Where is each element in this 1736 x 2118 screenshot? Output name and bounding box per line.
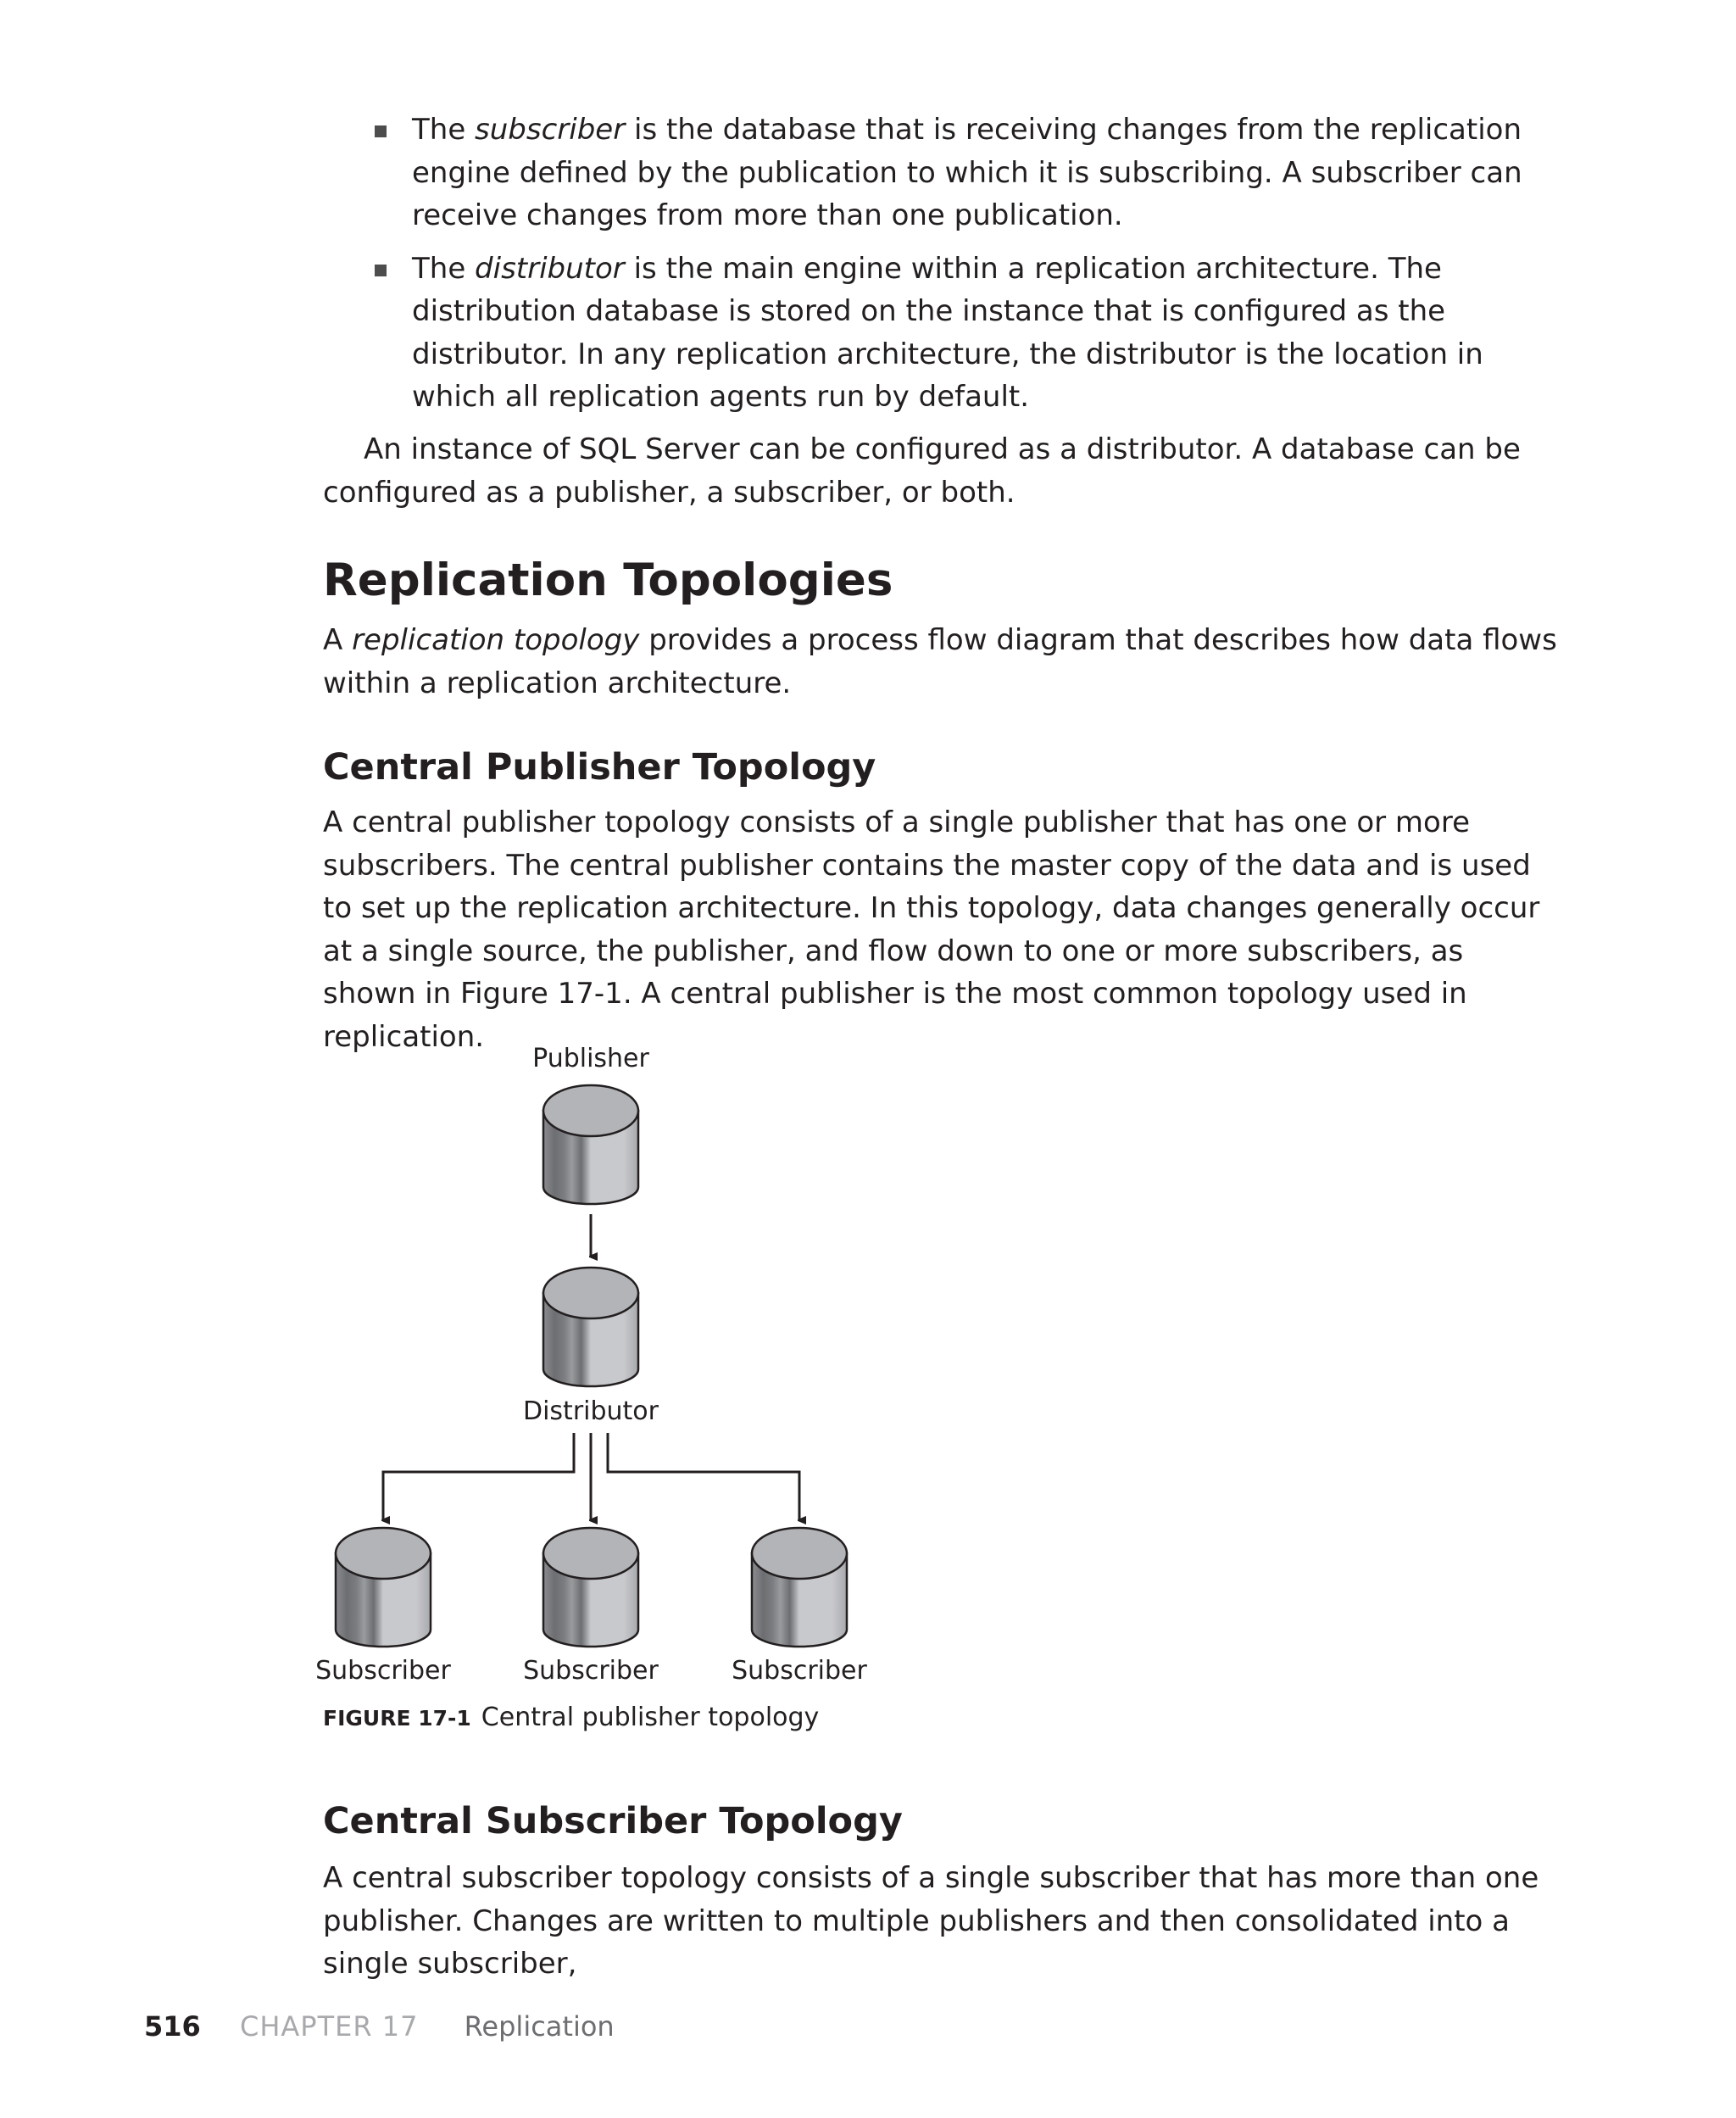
subscriber-label: Subscriber (315, 1656, 451, 1686)
list-item: The subscriber is the database that is receiving changes from the replication engine defined by the publication to which it is subscribing. A subscriber can receive changes from more than one publication. (371, 109, 1558, 237)
distributor-to-subscriber-left-arrow (383, 1433, 574, 1520)
bullet-square-icon (375, 265, 387, 276)
page-number: 516 (144, 2010, 201, 2043)
subsection-heading-central-publisher: Central Publisher Topology (323, 746, 876, 789)
subscriber-database-icon (543, 1528, 638, 1647)
section-paragraph: A replication topology provides a process flow diagram that describes how data flows within a replication architecture. (323, 623, 1557, 700)
defined-term: distributor (475, 251, 625, 286)
subscriber-label: Subscriber (523, 1656, 659, 1686)
distributor-database-icon (543, 1268, 638, 1386)
page-footer (144, 2009, 615, 2043)
central-publisher-diagram (314, 1034, 890, 1696)
list-item: The distributor is the main engine within a replication architecture. The distribution database is stored on the instance that is configured as the distributor. In any replication architecture, the distributor is the location in which all replication agents run by default. (371, 248, 1558, 419)
defined-term: subscriber (475, 113, 626, 147)
subscriber-database-icon (336, 1528, 431, 1647)
footer-chapter-title: Replication (464, 2010, 615, 2043)
distributor-to-subscriber-right-arrow (608, 1433, 799, 1520)
figure-caption-text: Central publisher topology (481, 1703, 820, 1732)
footer-chapter: CHAPTER 17 (239, 2010, 419, 2043)
publisher-database-icon (543, 1085, 638, 1204)
defined-term: replication topology (352, 623, 640, 657)
publisher-label: Publisher (532, 1044, 649, 1073)
figure-number: FIGURE 17-1 (323, 1706, 471, 1731)
bullet-square-icon (375, 125, 387, 137)
central-publisher-paragraph: A central publisher topology consists of a single publisher that has one or more subscribers. The central publisher contains the master copy of the data and is used to set up the replication architecture. In this topology, data changes generally occur at a single source, the publisher, and flow down to one or more subscribers, as shown in Figure 17-1. A central publisher is the most common topology used in replication. (323, 805, 1540, 1054)
figure-caption (323, 1701, 819, 1736)
central-subscriber-paragraph: A central subscriber topology consists of a single subscriber that has more than one publisher. Changes are written to multiple publishers and then consolidated into a single subscriber, (323, 1861, 1539, 1981)
subsection-heading-central-subscriber: Central Subscriber Topology (323, 1800, 903, 1842)
distributor-label: Distributor (522, 1396, 659, 1426)
intro-paragraph: An instance of SQL Server can be configured as a distributor. A database can be configured as a publisher, a subscriber, or both. (323, 432, 1521, 510)
definition-list (371, 109, 1558, 429)
subscriber-database-icon (752, 1528, 847, 1647)
subscriber-label: Subscriber (732, 1656, 867, 1686)
section-heading: Replication Topologies (323, 555, 893, 606)
